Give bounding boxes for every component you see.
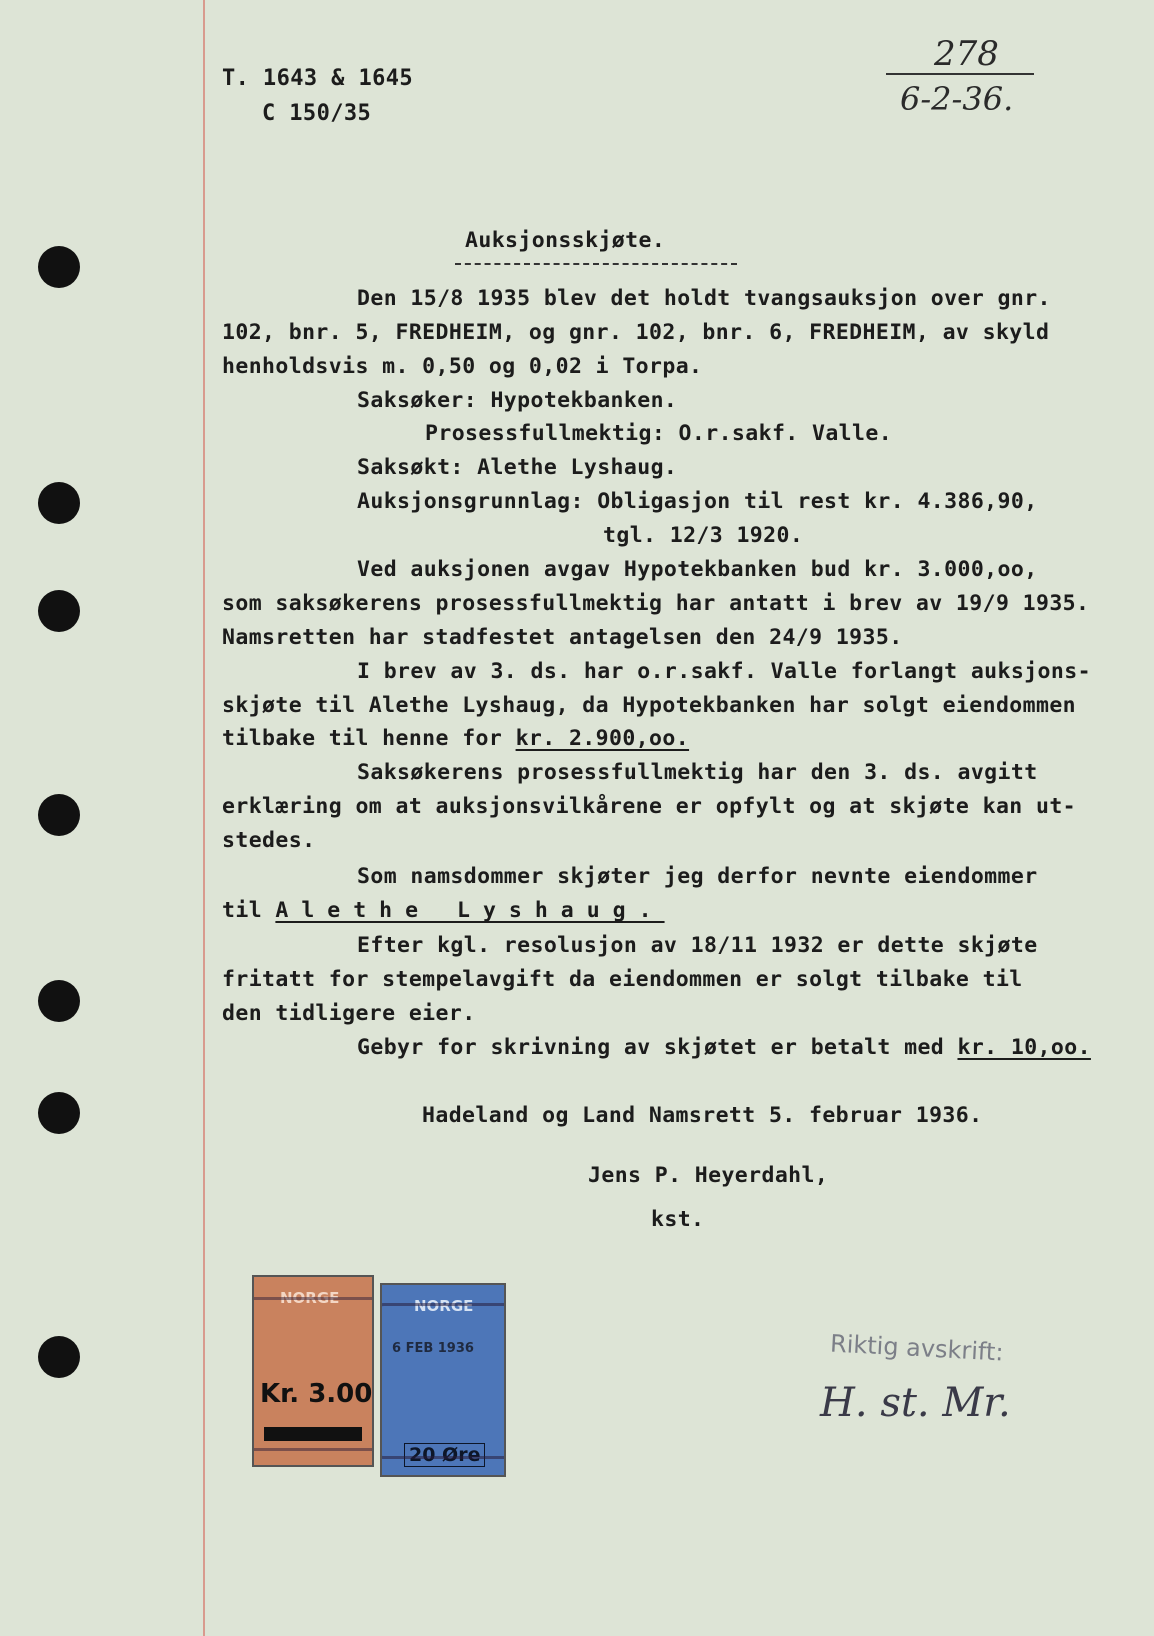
body-line: henholdsvis m. 0,50 og 0,02 i Torpa. [222, 354, 703, 379]
fee-amount: kr. 10,oo. [957, 1035, 1091, 1060]
revenue-stamp-red [252, 1275, 374, 1467]
cancellation-frame [380, 1303, 506, 1459]
body-line: I brev av 3. ds. har o.r.sakf. Valle forlangt auksjons- [357, 659, 1091, 684]
punch-hole [38, 1336, 80, 1378]
signatory-title: kst. [651, 1207, 705, 1232]
punch-hole [38, 246, 80, 288]
case-number: C 150/35 [262, 101, 372, 126]
body-line: Prosessfullmektig: O.r.sakf. Valle. [425, 421, 893, 446]
place-date: Hadeland og Land Namsrett 5. februar 1936. [422, 1103, 983, 1128]
body-line: skjøte til Alethe Lyshaug, da Hypotekbanken har solgt eiendommen [222, 693, 1077, 718]
body-line [222, 726, 689, 751]
body-line: Efter kgl. resolusjon av 18/11 1932 er dette skjøte [357, 933, 1038, 958]
body-line: fritatt for stempelavgift da eiendommen er solgt tilbake til [222, 967, 1023, 992]
punch-hole [38, 482, 80, 524]
stamp-value: Kr. 3.00 [260, 1379, 373, 1409]
certification-initials: H. st. Mr. [820, 1380, 1011, 1426]
cancellation-frame [252, 1297, 374, 1451]
body-line: Saksøkt: Alethe Lyshaug. [357, 455, 678, 480]
document-title: Auksjonsskjøte. [465, 228, 666, 253]
revenue-stamp-blue [380, 1283, 506, 1477]
sale-price: kr. 2.900,oo. [515, 726, 690, 751]
margin-line [203, 0, 205, 1636]
body-text: tilbake til henne for [222, 726, 516, 751]
body-line: Som namsdommer skjøter jeg derfor nevnte eiendommer [357, 864, 1038, 889]
body-line: Saksøker: Hypotekbanken. [357, 388, 678, 413]
body-line: erklæring om at auksjonsvilkårene er opfylt og at skjøte kan ut- [222, 794, 1077, 819]
body-line: Ved auksjonen avgav Hypotekbanken bud kr. 3.000,oo, [357, 557, 1038, 582]
body-line: Auksjonsgrunnlag: Obligasjon til rest kr. 4.386,90, [357, 489, 1038, 514]
body-text: Gebyr for skrivning av skjøtet er betalt med [357, 1035, 958, 1060]
case-reference: T. 1643 & 1645 [222, 66, 414, 91]
stamp-country: NORGE [414, 1297, 474, 1315]
body-line: Saksøkerens prosessfullmektig har den 3. ds. avgitt [357, 760, 1038, 785]
handwritten-date: 6-2-36. [900, 80, 1014, 118]
certification-stamp: Riktig avskrift: [829, 1329, 1005, 1367]
signatory-name: Jens P. Heyerdahl, [588, 1163, 829, 1188]
body-line: 102, bnr. 5, FREDHEIM, og gnr. 102, bnr. 6, FREDHEIM, av skyld [222, 320, 1050, 345]
handwritten-rule [886, 73, 1034, 75]
body-line [357, 1035, 1091, 1060]
punch-hole [38, 590, 80, 632]
stamp-country: NORGE [280, 1289, 340, 1307]
title-underline [455, 263, 737, 265]
body-line: Namsretten har stadfestet antagelsen den 24/9 1935. [222, 625, 903, 650]
body-line: den tidligere eier. [222, 1001, 476, 1026]
punch-hole [38, 980, 80, 1022]
body-line: Den 15/8 1935 blev det holdt tvangsauksjon over gnr. [357, 286, 1051, 311]
stamp-value: 20 Øre [404, 1443, 485, 1467]
body-line: tgl. 12/3 1920. [603, 523, 804, 548]
handwritten-page-number: 278 [934, 34, 999, 74]
punch-hole [38, 794, 80, 836]
body-line: som saksøkerens prosessfullmektig har antatt i brev av 19/9 1935. [222, 591, 1090, 616]
buyer-name: Alethe Lyshaug. [275, 898, 665, 923]
body-line: stedes. [222, 828, 316, 853]
body-line [222, 898, 665, 923]
stamp-date: 6 FEB 1936 [392, 1341, 474, 1356]
punch-hole [38, 1092, 80, 1134]
body-text: til [222, 898, 276, 923]
